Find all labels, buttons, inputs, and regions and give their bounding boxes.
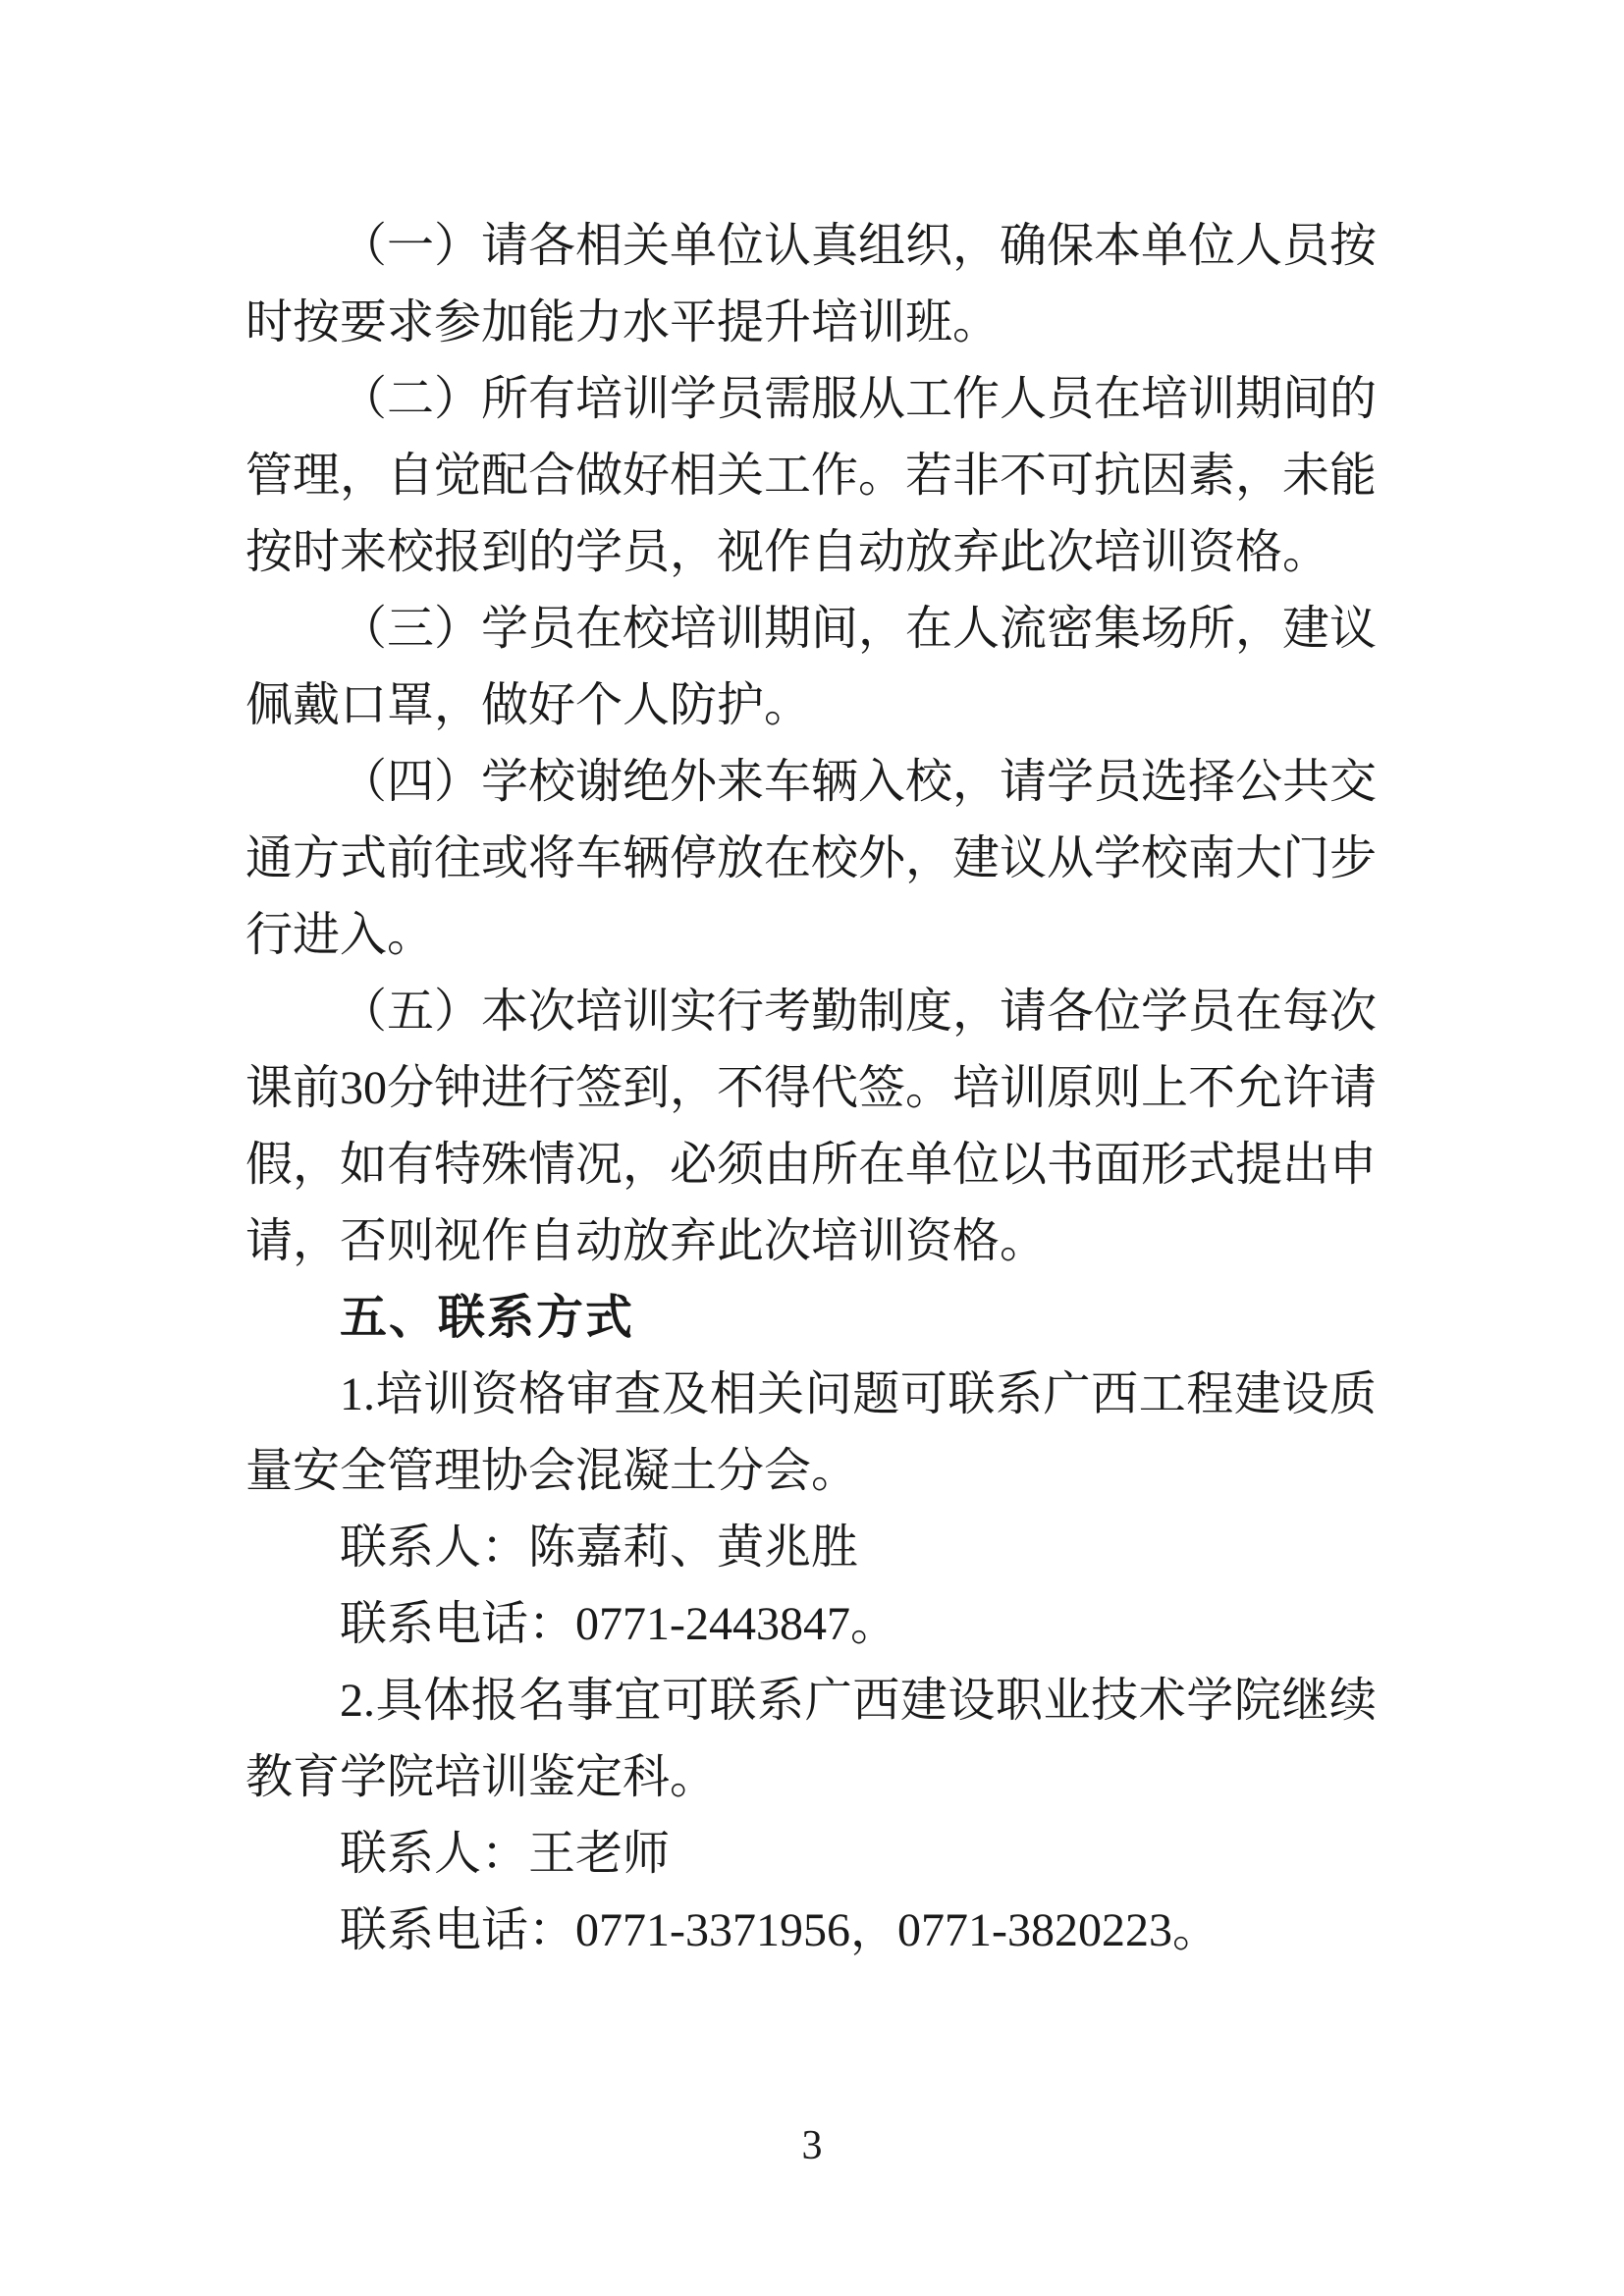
paragraph: 联系电话：0771-2443847。 [340, 1598, 897, 1650]
section-heading: 五、联系方式 [340, 1292, 635, 1344]
paragraph: 1.培训资格审查及相关问题可联系广西工程建设质量安全管理协会混凝土分会。 [245, 1368, 1377, 1497]
document-body [245, 208, 1377, 1969]
paragraph: 联系电话：0771-3371956，0771-3820223。 [340, 1904, 1219, 1956]
paragraph: （三）学员在校培训期间，在人流密集场所，建议佩戴口罩，做好个人防护。 [245, 603, 1378, 731]
paragraph: （二）所有培训学员需服从工作人员在培训期间的管理，自觉配合做好相关工作。若非不可抗因素，未能按时来校报到的学员，视作自动放弃此次培训资格。 [245, 373, 1378, 578]
paragraph: （一）请各相关单位认真组织，确保本单位人员按时按要求参加能力水平提升培训班。 [245, 220, 1378, 348]
paragraph: 联系人：王老师 [340, 1828, 671, 1880]
paragraph: （五）本次培训实行考勤制度，请各位学员在每次课前30分钟进行签到，不得代签。培训原则上不允许请假，如有特殊情况，必须由所在单位以书面形式提出申请，否则视作自动放弃此次培训资格。 [245, 986, 1378, 1267]
paragraph: （四）学校谢绝外来车辆入校，请学员选择公共交通方式前往或将车辆停放在校外，建议从学校南大门步行进入。 [245, 756, 1378, 961]
page-number: 3 [801, 2123, 823, 2168]
paragraph: 联系人：陈嘉莉、黄兆胜 [340, 1522, 859, 1574]
paragraph: 2.具体报名事宜可联系广西建设职业技术学院继续教育学院培训鉴定科。 [245, 1675, 1377, 1803]
